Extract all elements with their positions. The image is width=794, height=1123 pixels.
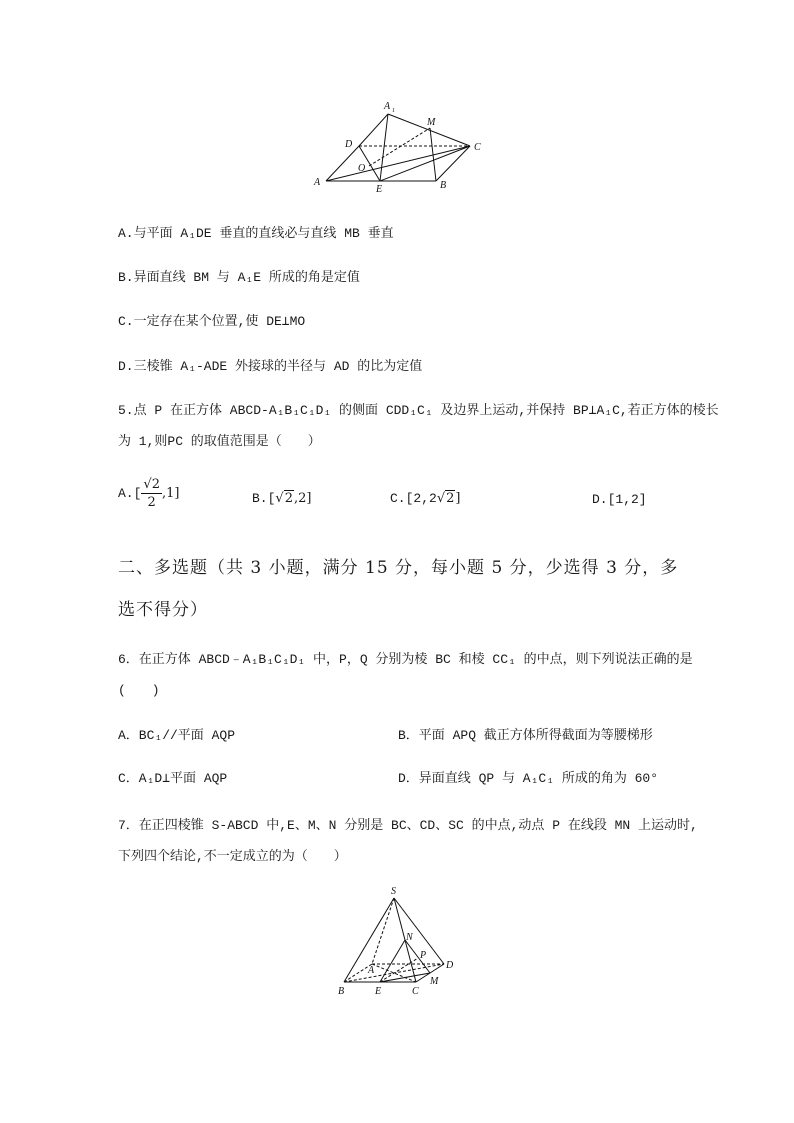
q5-option-a-fraction [141,478,162,509]
q5-option-b-suffix: ,2] [293,491,312,506]
q7-stem-line2: 下列四个结论,不一定成立的为（ ） [118,849,347,864]
q5-option-a-suffix: ,1] [161,486,180,501]
q6-stem-line1: 6．在正方体 ABCD﹣A₁B₁C₁D₁ 中，P，Q 分别为棱 BC 和棱 CC₁ 的中点，则下列说法正确的是 [118,652,693,667]
label-d: D [345,139,353,150]
label-a1: A [384,101,391,112]
label-a2: A [368,965,375,976]
q5-option-b-prefix: B.[ [252,491,276,506]
label-a: A [314,177,321,188]
label-d2: D [446,960,454,971]
q6-option-d: D．异面直线 QP 与 A₁C₁ 所成的角为 60° [398,771,659,786]
q5-option-c: C.[2,2√2] [390,491,461,506]
q4-option-b: B.异面直线 BM 与 A₁E 所成的角是定值 [118,270,360,285]
label-e: E [376,184,383,195]
q7-stem-line1: 7．在正四棱锥 S-ABCD 中,E、M、N 分别是 BC、CD、SC 的中点,动点 P 在线段 MN 上运动时, [118,818,698,833]
label-p: P [420,950,427,961]
label-m2: M [430,976,439,987]
q6-option-b: B．平面 APQ 截正方体所得截面为等腰梯形 [398,728,653,743]
label-c2: C [412,986,419,997]
label-b2: B [338,986,345,997]
q5-stem-line1: 5.点 P 在正方体 ABCD-A₁B₁C₁D₁ 的侧面 CDD₁C₁ 及边界上运动,并保持 BP⊥A₁C,若正方体的棱长 [118,403,719,418]
q5-option-b-radicand: 2 [284,491,293,506]
q5-option-a-numerator: √2 [143,477,160,492]
label-c: C [474,142,481,153]
q5-option-a-denominator: 2 [147,495,156,510]
section2-heading-line1: 二、多选题（共 3 小题，满分 15 分，每小题 5 分，少选得 3 分，多 [118,558,679,578]
figure-folded-quadrilateral [310,98,490,198]
q6-option-c: C．A₁D⊥平面 AQP [118,771,228,786]
q5-option-c-prefix: C.[2,2 [390,491,437,506]
q5-option-c-radicand: 2 [446,491,455,506]
figure-square-pyramid [334,884,464,1004]
label-s: S [391,886,396,897]
q6-option-a: A．BC₁//平面 AQP [118,728,236,743]
q5-option-b: B.[√2,2] [252,491,312,506]
q5-option-a-prefix: A.[ [118,486,142,501]
label-m: M [427,117,436,128]
label-n: N [406,932,413,943]
q4-option-c: C.一定存在某个位置,使 DE⊥MO [118,314,306,329]
q5-option-a [118,478,179,509]
section2-heading-line2: 选不得分） [118,600,208,620]
label-a1-sub: 1 [392,108,395,114]
q4-option-d: D.三棱锥 A₁-ADE 外接球的半径与 AD 的比为定值 [118,359,423,374]
q4-option-a: A.与平面 A₁DE 垂直的直线必与直线 MB 垂直 [118,226,394,241]
q5-option-c-suffix: ] [455,491,461,506]
label-e2: E [375,986,382,997]
q6-stem-line2: ( ) [118,683,160,698]
label-o: O [358,163,366,174]
q5-stem-line2: 为 1,则PC 的取值范围是（ ） [118,434,321,449]
q5-option-d: D.[1,2] [592,492,647,507]
label-b: B [440,180,447,191]
